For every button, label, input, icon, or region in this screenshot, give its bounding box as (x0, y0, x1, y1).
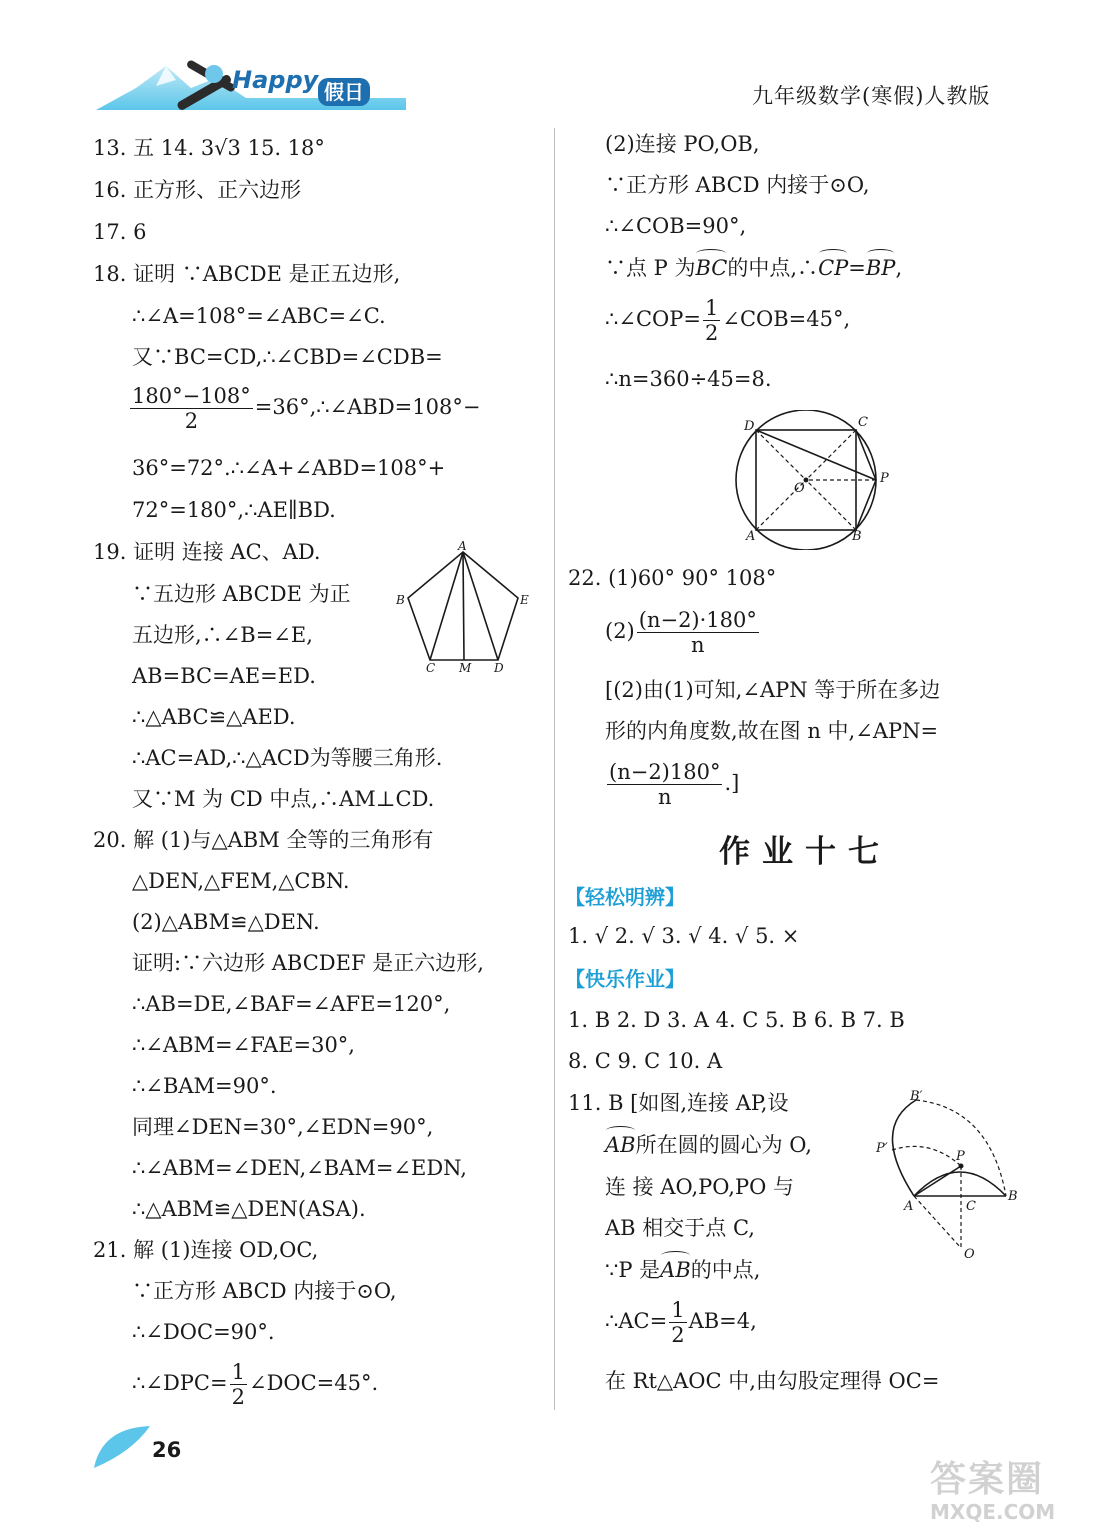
answer-19-line-7: 又∵M 为 CD 中点,∴AM⊥CD. (132, 787, 435, 811)
answer-21-part2-line-1: (2)连接 PO,OB, (605, 132, 760, 156)
label-A: A (904, 1199, 914, 1214)
label-A: A (746, 529, 756, 544)
answer-22-line-3: [(2)由(1)可知,∠APN 等于所在多边 (605, 678, 941, 702)
label-M: M (459, 661, 472, 675)
label-D: D (744, 419, 755, 434)
answer-19-line-3: 五边形,∴∠B=∠E, (132, 623, 313, 647)
arc-rotation-figure (870, 1088, 1020, 1258)
label-O: O (964, 1247, 975, 1258)
answer-21-part2-line-4 (605, 254, 902, 282)
book-title: 九年级数学(寒假)人教版 (752, 84, 991, 108)
answer-21-part2-line-3: ∴∠COB=90°, (605, 214, 747, 238)
arc-BP: BP (865, 256, 896, 280)
answer-22-line-1: 22. (1)60° 90° 108° (568, 566, 777, 590)
label-C: C (426, 661, 436, 675)
answer-21-line-4 (132, 1360, 378, 1409)
text: ∴∠COP= (605, 307, 701, 331)
fraction-denominator: 2 (184, 409, 199, 433)
fraction-numerator: 1 (704, 296, 719, 320)
answer-22-line-2 (605, 608, 761, 657)
answer-18-line-5: 36°=72°.∴∠A+∠ABD=108°+ (132, 456, 446, 480)
fraction-denominator: 2 (704, 321, 719, 345)
label-B: B (396, 593, 405, 607)
label-E: E (520, 593, 529, 607)
answer-19-line-6: ∴AC=AD,∴△ACD为等腰三角形. (132, 746, 443, 770)
answer-20-line-5: ∴AB=DE,∠BAF=∠AFE=120°, (132, 992, 451, 1016)
answer-22-line-4: 形的内角度数,故在图 n 中,∠APN= (605, 719, 939, 743)
text: =36°,∴∠ABD=108°− (254, 395, 481, 419)
arc-CP: CP (818, 256, 849, 280)
arc-BC: BC (695, 256, 728, 280)
answer-21-part2-line-5 (605, 296, 850, 345)
text: ∴∠DPC= (132, 1371, 228, 1395)
homework-answers-1-7: 1. B 2. D 3. A 4. C 5. B 6. B 7. B (568, 1008, 905, 1032)
answer-21-line-2: ∵正方形 ABCD 内接于⊙O, (132, 1279, 397, 1303)
answer-20-line-2: △DEN,△FEM,△CBN. (132, 869, 350, 893)
label-P: P (880, 471, 889, 486)
answer-20-line-7: ∴∠BAM=90°. (132, 1074, 277, 1098)
answer-18-line-1: 18. 证明 ∵ABCDE 是正五边形, (93, 262, 401, 286)
answer-20-line-4: 证明:∵六边形 ABCDEF 是正六边形, (132, 951, 484, 975)
fraction-numerator: 180°−108° (132, 384, 251, 408)
fraction (703, 296, 720, 345)
label-D: D (494, 661, 504, 675)
answer-16: 16. 正方形、正六边形 (93, 178, 302, 202)
answer-21-line-3: ∴∠DOC=90°. (132, 1320, 275, 1344)
label-P-prime: P′ (876, 1141, 888, 1156)
section-tag-homework: 【快乐作业】 (565, 967, 685, 991)
answer-11-line-3: 连 接 AO,PO,PO 与 (605, 1175, 794, 1199)
text: ∴AC= (605, 1309, 668, 1333)
answer-21-part2-line-2: ∵正方形 ABCD 内接于⊙O, (605, 173, 870, 197)
fraction-denominator: n (657, 785, 672, 809)
answer-21-part2-line-6: ∴n=360÷45=8. (605, 367, 772, 391)
text: = (848, 256, 866, 280)
fraction-numerator: 1 (671, 1298, 685, 1322)
watermark-top-text: 答案圈 (930, 1459, 1045, 1500)
label-C: C (966, 1199, 976, 1214)
page-number: 26 (152, 1438, 182, 1462)
answer-20-line-6: ∴∠ABM=∠FAE=30°, (132, 1033, 355, 1057)
answer-20-line-1: 20. 解 (1)与△ABM 全等的三角形有 (93, 828, 434, 852)
text: (2) (605, 619, 635, 643)
answer-18-line-3: 又∵BC=CD,∴∠CBD=∠CDB= (132, 345, 443, 369)
answer-18-line-4 (128, 384, 480, 433)
page-corner-leaf-icon (92, 1422, 152, 1470)
label-A: A (458, 540, 467, 553)
fraction-denominator: 2 (671, 1323, 685, 1347)
fraction-denominator: 2 (231, 1385, 245, 1409)
answer-11-line-4: AB 相交于点 C, (605, 1216, 755, 1240)
fraction-numerator: (n−2)180° (609, 760, 721, 784)
answer-17: 17. 6 (93, 220, 147, 244)
answer-21-line-1: 21. 解 (1)连接 OD,OC, (93, 1238, 319, 1262)
fraction-denominator: n (691, 633, 705, 657)
label-B: B (852, 529, 862, 544)
easy-answers: 1. √ 2. √ 3. √ 4. √ 5. × (568, 924, 800, 948)
logo-suffix: 假日 (318, 78, 370, 106)
answer-11-line-2 (605, 1131, 812, 1159)
arc-AB: AB (660, 1258, 691, 1282)
answer-19-line-2: ∵五边形 ABCDE 为正 (132, 582, 351, 606)
text: 的中点, (690, 1258, 761, 1282)
watermark-logo (930, 1460, 1100, 1530)
label-O: O (794, 481, 805, 496)
fraction (669, 1298, 686, 1347)
fraction (230, 1360, 247, 1409)
fraction-numerator: (n−2)·180° (638, 608, 757, 632)
text: 所在圆的圆心为 O, (635, 1133, 812, 1157)
fraction (637, 608, 759, 657)
column-divider (554, 128, 555, 1410)
text: ∵P 是 (605, 1258, 661, 1282)
label-B-prime: B′ (910, 1089, 923, 1104)
answer-18-line-2: ∴∠A=108°=∠ABC=∠C. (132, 304, 386, 328)
answer-18-line-6: 72°=180°,∴AE∥BD. (132, 498, 336, 522)
answer-11-line-5 (605, 1256, 760, 1284)
answer-20-line-8: 同理∠DEN=30°,∠EDN=90°, (132, 1115, 434, 1139)
homework-answers-8-10: 8. C 9. C 10. A (568, 1049, 723, 1073)
label-P: P (956, 1149, 965, 1164)
text: 的中点,∴ (727, 256, 819, 280)
answer-20-line-9: ∴∠ABM=∠DEN,∠BAM=∠EDN, (132, 1156, 467, 1180)
fraction (607, 760, 722, 809)
answer-11-line-1: 11. B [如图,连接 AP,设 (568, 1091, 789, 1115)
section-title: 作业十七 (719, 834, 891, 870)
logo-text: Happy (232, 66, 319, 94)
answer-19-line-4: AB=BC=AE=ED. (132, 664, 316, 688)
watermark-bottom-text: MXQE.COM (930, 1500, 1056, 1524)
fraction-numerator: 1 (231, 1360, 245, 1384)
answer-19-line-5: ∴△ABC≌△AED. (132, 705, 296, 729)
fraction (130, 384, 253, 433)
label-B: B (1008, 1189, 1018, 1204)
answer-11-line-6 (605, 1298, 757, 1347)
answer-20-line-3: (2)△ABM≌△DEN. (132, 910, 320, 934)
text: ∵点 P 为 (605, 256, 696, 280)
answer-20-line-10: ∴△ABM≌△DEN(ASA). (132, 1197, 366, 1221)
label-C: C (858, 415, 868, 430)
text: , (895, 256, 903, 280)
arc-AB: AB (605, 1133, 636, 1157)
text: ∠DOC=45°. (248, 1371, 379, 1395)
section-tag-easy: 【轻松明辨】 (565, 885, 685, 909)
answer-22-line-5 (605, 760, 739, 809)
text: ∠COB=45°, (722, 307, 851, 331)
text: AB=4, (688, 1309, 757, 1333)
text: .] (724, 771, 740, 795)
pentagon-figure (396, 540, 536, 675)
circle-square-figure (730, 410, 900, 550)
answer-19-line-1: 19. 证明 连接 AC、AD. (93, 540, 321, 564)
answers-13-15: 13. 五 14. 3√3 15. 18° (93, 136, 325, 160)
answer-11-line-7: 在 Rt△AOC 中,由勾股定理得 OC= (605, 1369, 940, 1393)
